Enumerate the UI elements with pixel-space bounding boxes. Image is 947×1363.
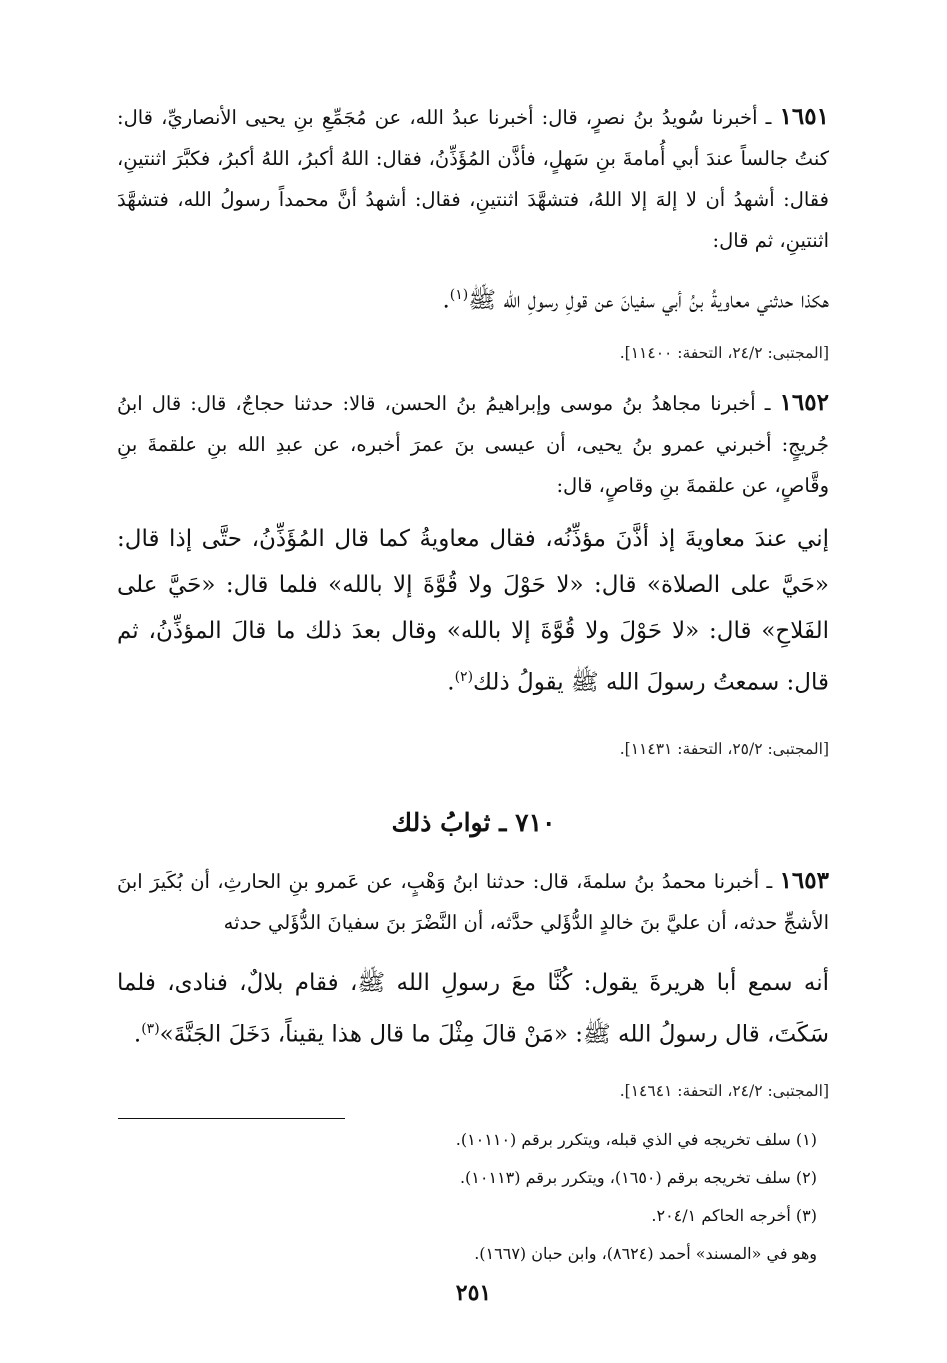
footnote-1: (١) سلف تخريجه في الذي قبله، ويتكرر برقم (١٠١١٠). (455, 1130, 817, 1149)
footnote-marker: (٢) (454, 669, 474, 685)
page-number: ٢٥١ (455, 1280, 492, 1306)
period: . (133, 1021, 142, 1048)
isnad-text: ـ أخبرنا سُويدُ بنُ نصرٍ، قال: أخبرنا عبدُ الله، عن مُجَمِّعِ بنِ يحيى الأنصاريِّ، قال: كنتُ جالساً عندَ أبي أُمامةَ بنِ سَهلٍ، فأذَّن المُؤَذِّنُ، فقال: اللهُ أكبرُ، اللهُ أكبرُ، فكبَّرَ اثنتينِ، فقال: أشهدُ أن لا إلهَ إلا اللهُ، فتشهَّدَ اثنتينِ، فقال: أشهدُ أنَّ محمداً رسولُ الله، فتشهَّدَ اثنتينِ، ثم قال: (117, 106, 829, 252)
hadith-1653-chain (117, 860, 829, 943)
isnad-text: ـ أخبرنا مجاهدُ بنُ موسى وإبراهيمُ بنُ الحسن، قالا: حدثنا حجاجٌ، قال: قال ابنُ جُريجٍ: أخبرني عمرو بنُ يحيى، أن عيسى بنَ عمرَ أخبره، عن عبدِ الله بنِ علقمةَ بنِ وقَّاصٍ، عن علقمةَ بنِ وقاصٍ، قال: (117, 392, 829, 497)
hadith-1652-reference: [المجتبى: ٢٥/٢، التحفة: ١١٤٣١]. (619, 740, 829, 758)
hadith-1651-chain (117, 96, 829, 261)
hadith-1652-chain (117, 382, 829, 506)
hadith-1653-reference: [المجتبى: ٢٤/٢، التحفة: ١٤٦٤١]. (619, 1082, 829, 1100)
hadith-number: ١٦٥١ (779, 103, 829, 130)
footnote-2: (٢) سلف تخريجه برقم (١٦٥٠)، ويتكرر برقم (١٠١١٣). (459, 1168, 817, 1187)
footnote-marker: (٣) (141, 1021, 160, 1037)
footnote-3-continuation: وهو في «المسند» أحمد (٨٦٢٤)، وابن حبان (١٦٦٧). (474, 1244, 817, 1263)
footnote-separator (118, 1118, 345, 1119)
hadith-1653-matn (117, 960, 829, 1058)
isnad-text: ـ أخبرنا محمدُ بنُ سلمةَ، قال: حدثنا ابنُ وَهْبٍ، عن عَمرو بنِ الحارثِ، أن بُكَيرَ ابنَ الأشجِّ حدثه، أن عليَّ بنَ خالدٍ الدُّؤَلي حدَّثه، أن النَّضْرَ بنَ سفيانَ الدُّؤَلي حدثه (117, 870, 829, 934)
hadith-1651-reference: [المجتبى: ٢٤/٢، التحفة: ١١٤٠٠]. (619, 344, 829, 362)
hadith-number: ١٦٥٣ (779, 867, 829, 894)
period: . (447, 669, 455, 696)
matn-text: هكذا حدثني معاويةُ بنُ أبي سفيانَ عن قولِ رسولِ الله ﷺ (468, 287, 829, 314)
chapter-heading: ٧١٠ ـ ثوابُ ذلك (391, 808, 556, 837)
footnote-3: (٣) أخرجه الحاكم ٢٠٤/١. (651, 1206, 817, 1225)
matn-text: أنه سمع أبا هريرةَ يقول: كُنَّا معَ رسولِ الله ﷺ، فقام بلالٌ، فنادى، فلما سَكَتَ، قال رسولُ الله ﷺ: «مَنْ قالَ مِثْلَ ما قال هذا يقيناً، دَخَلَ الجَنَّةَ» (117, 970, 829, 1048)
matn-text: إني عندَ معاويةَ إذ أذَّنَ مؤذِّنُه، فقال معاويةُ كما قال المُؤَذِّنُ، حتَّى إذا قال: «حَيَّ على الصلاة» قال: «لا حَوْلَ ولا قُوَّةَ إلا بالله» فلما قال: «حَيَّ على الفَلاحِ» قال: «لا حَوْلَ ولا قُوَّةَ إلا بالله» وقال بعدَ ذلك ما قالَ المؤذِّنُ، ثم قال: سمعتُ رسولَ الله ﷺ يقولُ ذلك (117, 526, 829, 696)
hadith-number: ١٦٥٢ (779, 389, 829, 416)
period: . (442, 287, 450, 314)
hadith-1652-matn (117, 516, 829, 706)
hadith-1651-matn (117, 272, 829, 324)
footnote-marker: (١) (449, 287, 469, 303)
